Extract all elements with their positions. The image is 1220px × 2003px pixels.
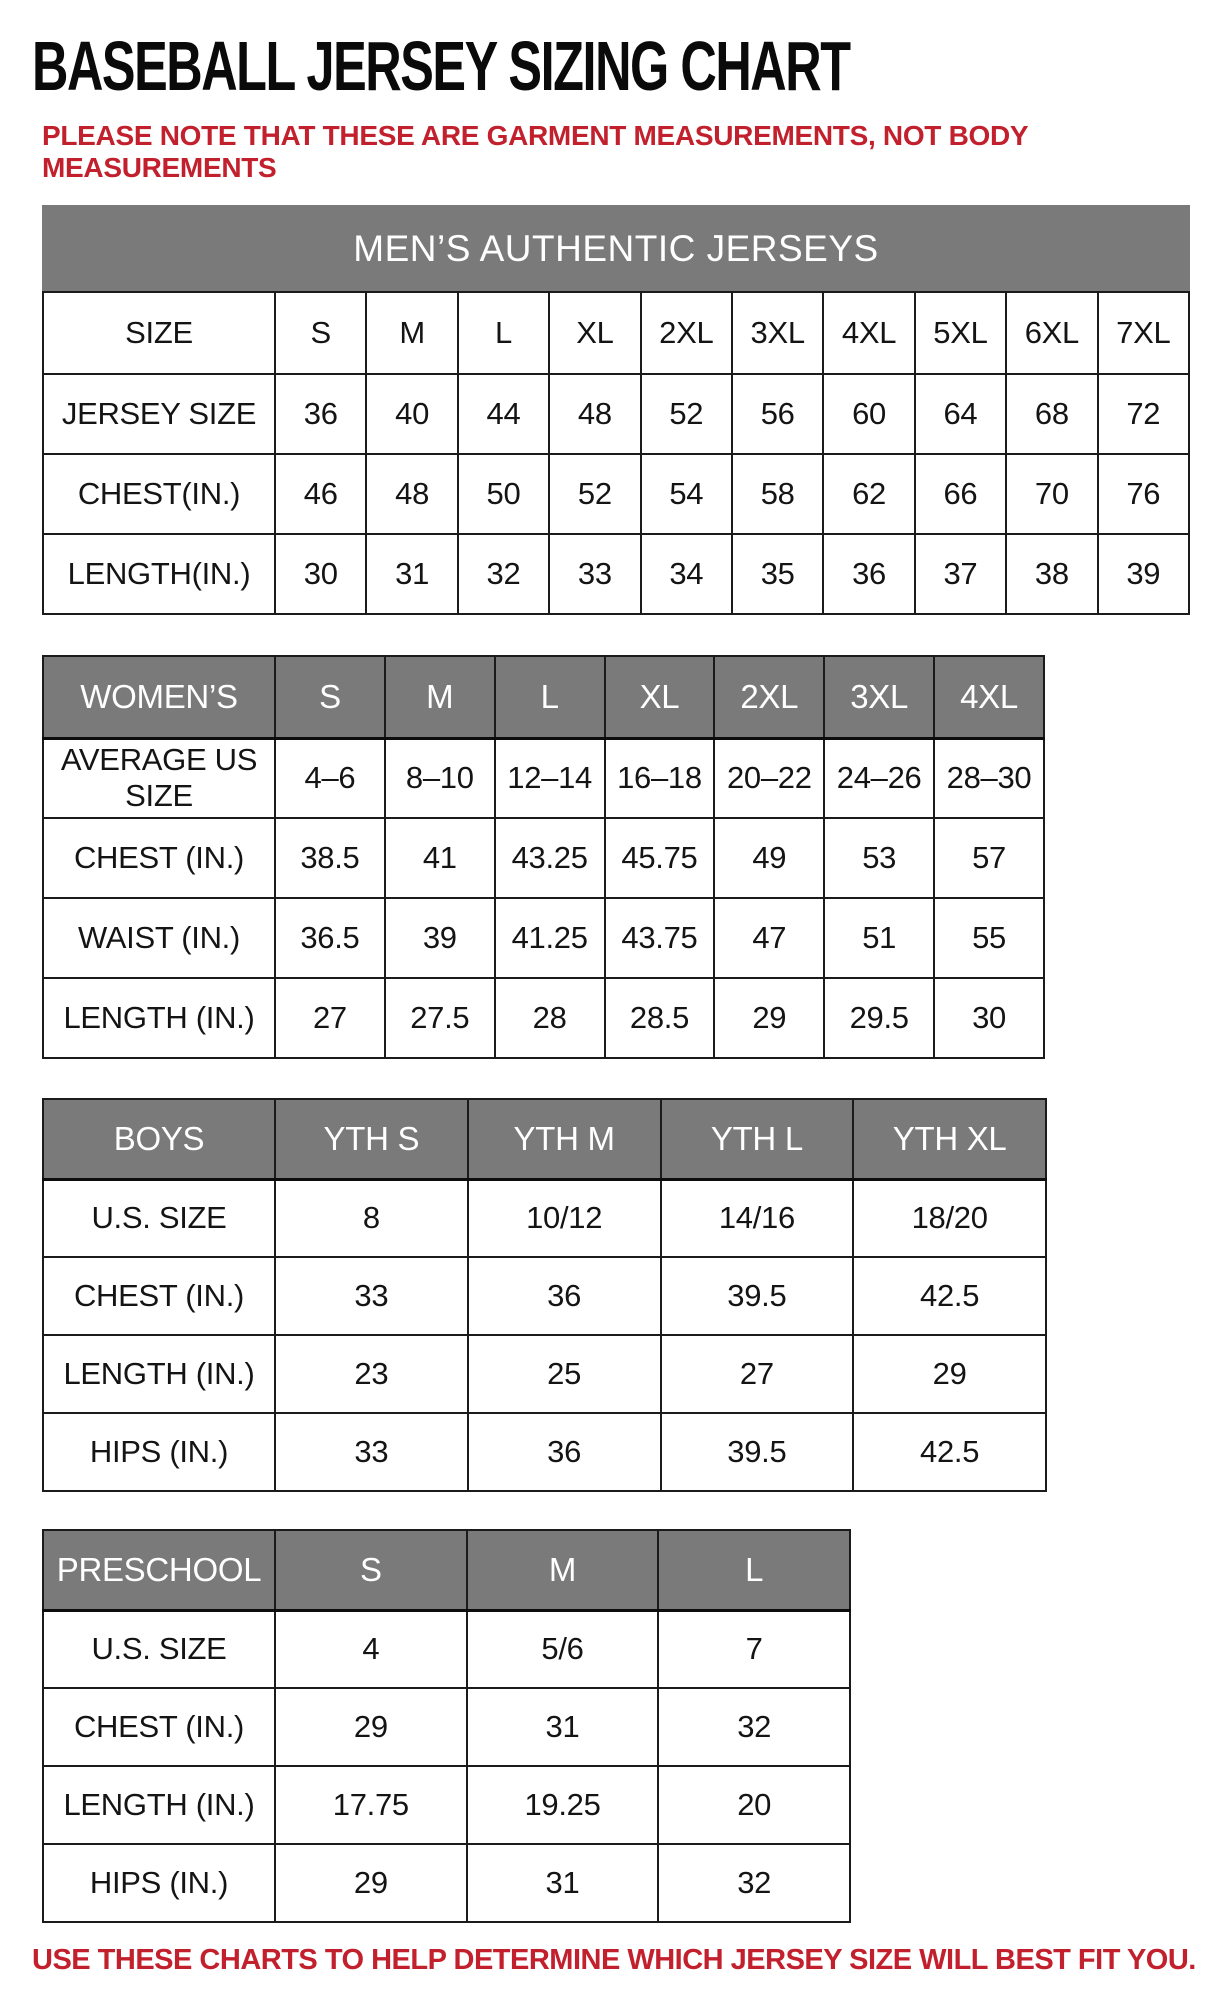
row-label: JERSEY SIZE [43,374,275,454]
column-header: 2XL [714,656,824,738]
size-value: 72 [1098,374,1189,454]
size-value: 33 [549,534,640,614]
row-label: LENGTH (IN.) [43,978,275,1058]
size-value: 41 [385,818,495,898]
size-value: 20–22 [714,738,824,818]
column-header: M [366,292,457,374]
table-row [43,1688,850,1766]
size-value: 42.5 [853,1413,1046,1491]
mens-sizing-table [42,205,1190,615]
column-header: S [275,1530,467,1610]
size-value: 47 [714,898,824,978]
size-value: 29 [714,978,824,1058]
size-value: 29 [853,1335,1046,1413]
size-value: 57 [934,818,1044,898]
column-header: 6XL [1006,292,1097,374]
table-row [43,1335,1046,1413]
size-value: 29 [275,1688,467,1766]
preschool-table-grid [42,1529,851,1923]
row-label: CHEST (IN.) [43,1257,275,1335]
row-label: CHEST (IN.) [43,818,275,898]
size-value: 36 [275,374,366,454]
size-value: 10/12 [468,1179,661,1257]
table-row [43,1257,1046,1335]
size-value: 44 [458,374,549,454]
table-row [43,1766,850,1844]
size-value: 28.5 [605,978,715,1058]
size-value: 29.5 [824,978,934,1058]
size-value: 32 [658,1844,850,1922]
womens-sizing-table [42,655,1045,1059]
size-value: 24–26 [824,738,934,818]
row-label: LENGTH (IN.) [43,1335,275,1413]
size-value: 33 [275,1257,468,1335]
column-header: S [275,292,366,374]
size-value: 56 [732,374,823,454]
size-value: 50 [458,454,549,534]
size-value: 45.75 [605,818,715,898]
table-row [43,898,1044,978]
size-value: 38 [1006,534,1097,614]
boys-corner-label: BOYS [43,1099,275,1179]
size-value: 4–6 [275,738,385,818]
size-value: 52 [641,374,732,454]
table-row [43,374,1189,454]
boys-sizing-table [42,1098,1047,1492]
size-value: 30 [934,978,1044,1058]
row-label: HIPS (IN.) [43,1844,275,1922]
size-value: 52 [549,454,640,534]
column-header: M [467,1530,659,1610]
column-header: XL [549,292,640,374]
size-value: 35 [732,534,823,614]
mens-corner-label: SIZE [43,292,275,374]
column-header: 4XL [823,292,914,374]
size-value: 43.25 [495,818,605,898]
size-value: 43.75 [605,898,715,978]
table-row [43,1610,850,1688]
note-line-2: MEASUREMENTS [42,151,277,183]
size-value: 18/20 [853,1179,1046,1257]
size-value: 28 [495,978,605,1058]
size-value: 70 [1006,454,1097,534]
size-value: 36 [468,1257,661,1335]
mens-banner: MEN’S AUTHENTIC JERSEYS [43,206,1189,292]
size-value: 51 [824,898,934,978]
size-value: 48 [549,374,640,454]
preschool-corner-label: PRESCHOOL [43,1530,275,1610]
row-label: LENGTH (IN.) [43,1766,275,1844]
table-row [43,818,1044,898]
column-header: YTH L [661,1099,854,1179]
table-row [43,1844,850,1922]
size-value: 31 [467,1688,659,1766]
size-value: 29 [275,1844,467,1922]
row-label: AVERAGE US SIZE [43,738,275,818]
size-value: 8 [275,1179,468,1257]
size-value: 48 [366,454,457,534]
column-header: L [658,1530,850,1610]
column-header: YTH S [275,1099,468,1179]
table-row [43,534,1189,614]
size-value: 36.5 [275,898,385,978]
column-header: 7XL [1098,292,1189,374]
size-value: 20 [658,1766,850,1844]
size-value: 27 [661,1335,854,1413]
size-value: 5/6 [467,1610,659,1688]
size-value: 66 [915,454,1006,534]
size-value: 36 [823,534,914,614]
size-value: 25 [468,1335,661,1413]
row-label: CHEST (IN.) [43,1688,275,1766]
row-label: CHEST(IN.) [43,454,275,534]
size-value: 8–10 [385,738,495,818]
column-header: 4XL [934,656,1044,738]
table-row [43,738,1044,818]
size-value: 76 [1098,454,1189,534]
size-value: 42.5 [853,1257,1046,1335]
column-header: S [275,656,385,738]
size-value: 32 [458,534,549,614]
note-line-1: PLEASE NOTE THAT THESE ARE GARMENT MEASUREMENTS, NOT BODY [42,120,1029,152]
size-value: 34 [641,534,732,614]
table-row [43,1413,1046,1491]
size-value: 17.75 [275,1766,467,1844]
size-value: 4 [275,1610,467,1688]
size-value: 37 [915,534,1006,614]
row-label: U.S. SIZE [43,1610,275,1688]
size-value: 58 [732,454,823,534]
size-value: 33 [275,1413,468,1491]
size-value: 64 [915,374,1006,454]
size-value: 36 [468,1413,661,1491]
garment-measurement-note [42,120,1220,183]
column-header: L [495,656,605,738]
size-value: 12–14 [495,738,605,818]
size-value: 32 [658,1688,850,1766]
row-label: WAIST (IN.) [43,898,275,978]
size-value: 14/16 [661,1179,854,1257]
size-value: 39.5 [661,1413,854,1491]
size-value: 46 [275,454,366,534]
size-value: 62 [823,454,914,534]
size-value: 41.25 [495,898,605,978]
column-header: YTH XL [853,1099,1046,1179]
size-value: 38.5 [275,818,385,898]
page-title: BASEBALL JERSEY SIZING CHART [32,27,850,105]
size-value: 30 [275,534,366,614]
column-header: YTH M [468,1099,661,1179]
size-value: 53 [824,818,934,898]
row-label: HIPS (IN.) [43,1413,275,1491]
preschool-sizing-table [42,1529,851,1923]
womens-table-grid [42,655,1045,1059]
size-value: 40 [366,374,457,454]
boys-table-grid [42,1098,1047,1492]
size-value: 16–18 [605,738,715,818]
size-value: 49 [714,818,824,898]
size-value: 39 [1098,534,1189,614]
size-value: 27 [275,978,385,1058]
footer-note: USE THESE CHARTS TO HELP DETERMINE WHICH JERSEY SIZE WILL BEST FIT YOU. [32,1944,1196,1977]
size-value: 31 [467,1844,659,1922]
row-label: LENGTH(IN.) [43,534,275,614]
size-value: 68 [1006,374,1097,454]
table-row [43,1179,1046,1257]
size-value: 23 [275,1335,468,1413]
column-header: 2XL [641,292,732,374]
size-value: 27.5 [385,978,495,1058]
column-header: 5XL [915,292,1006,374]
size-value: 7 [658,1610,850,1688]
size-value: 60 [823,374,914,454]
mens-table-grid [42,205,1190,615]
table-row [43,454,1189,534]
column-header: L [458,292,549,374]
column-header: 3XL [732,292,823,374]
table-row [43,978,1044,1058]
column-header: 3XL [824,656,934,738]
column-header: XL [605,656,715,738]
size-value: 55 [934,898,1044,978]
size-value: 54 [641,454,732,534]
womens-corner-label: WOMEN’S [43,656,275,738]
size-value: 39 [385,898,495,978]
size-value: 39.5 [661,1257,854,1335]
size-value: 19.25 [467,1766,659,1844]
size-value: 31 [366,534,457,614]
size-value: 28–30 [934,738,1044,818]
row-label: U.S. SIZE [43,1179,275,1257]
column-header: M [385,656,495,738]
